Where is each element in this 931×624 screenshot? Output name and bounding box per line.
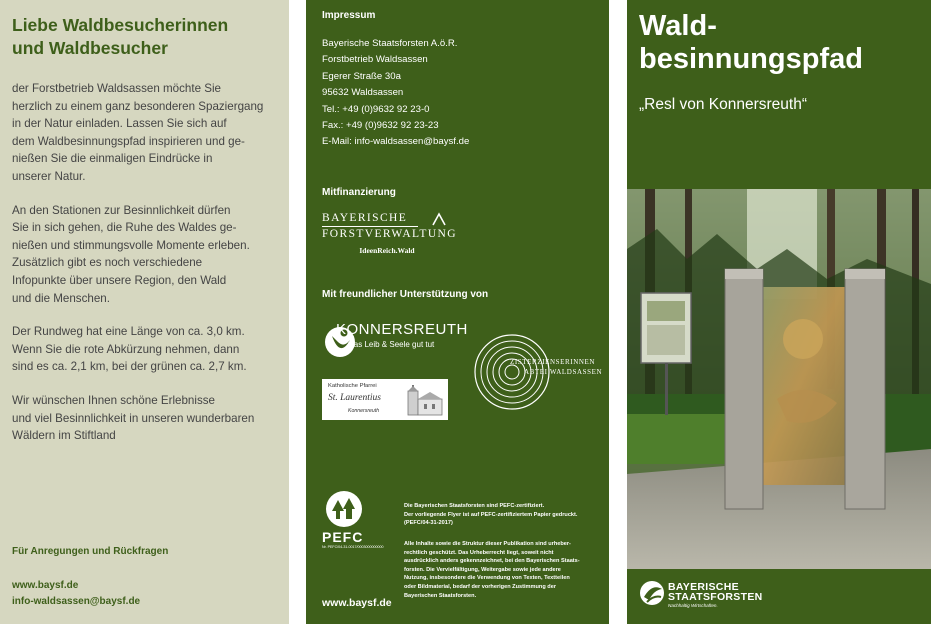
bfv-divider [322, 226, 418, 227]
impressum-line: Tel.: +49 (0)9632 92 23-0 [322, 103, 430, 115]
church-icon [398, 383, 444, 417]
pefc-certification-text: Die Bayerischen Staatsforsten sind PEFC-zertifiziert. Der vorliegende Flyer ist auf PEFC-zertifiziertem Papier gedruckt. (PEFC/04-31-2017) [404, 503, 578, 527]
contact-email-link[interactable]: info-waldsassen@baysf.de [12, 596, 141, 607]
forest-station-photo [627, 189, 931, 569]
pefc-trees-icon [322, 489, 366, 529]
greeting-panel [0, 0, 289, 624]
konnersreuth-logo [322, 318, 468, 368]
pefc-number: Nr. PEFC/04-31-0017/0003000000000 [322, 545, 384, 549]
konnersreuth-slogan: was Leib & Seele gut tut [348, 340, 435, 349]
konnersreuth-name: KONNERSREUTH [336, 321, 468, 338]
contact-website-link[interactable]: www.baysf.de [12, 580, 79, 591]
cover-panel [627, 0, 931, 624]
route-length-paragraph: Der Rundweg hat eine Länge von ca. 3,0 km. Wenn Sie die rote Abkürzung nehmen, dann sind es ca. 2,1 km, bei der grünen ca. 2,7 km. [12, 325, 247, 374]
contact-block [12, 578, 140, 610]
greeting-heading-line1: Liebe Waldbesucherinnen [12, 15, 229, 35]
contact-title: Für Anregungen und Rückfragen [12, 546, 169, 557]
pfarrei-line1: Katholische Pfarrei [328, 383, 377, 389]
pfarrei-st-laurentius-logo [322, 379, 448, 420]
cover-title [639, 10, 863, 76]
bfv-line1: BAYERISCHE [322, 212, 408, 224]
cofinancing-title: Mitfinanzierung [322, 187, 396, 198]
impressum-line: 95632 Waldsassen [322, 87, 404, 99]
stations-paragraph: An den Stationen zur Besinnlichkeit dürfen Sie in sich gehen, die Ruhe des Waldes ge- nießen und stimmungsvolle Momente erleben. Zusätzlich gibt es noch verschiedene Infopunkte über unsere Region, den Wald und die Menschen. [12, 203, 250, 305]
pefc-name: PEFC [322, 529, 364, 545]
cover-title-line2: besinnungspfad [639, 43, 863, 75]
greeting-heading-line2: und Waldbesucher [12, 38, 168, 58]
impressum-line: Egerer Straße 30a [322, 70, 401, 82]
bayerische-staatsforsten-logo [639, 578, 769, 608]
impressum-email[interactable]: E-Mail: info-waldsassen@baysf.de [322, 136, 470, 148]
cover-title-line1: Wald- [639, 10, 717, 42]
bfv-line2: FORSTVERWALTUNG [322, 228, 457, 240]
zisterzienserinnen-line2: ABTEI WALDSASSEN [524, 368, 603, 376]
impressum-address [322, 36, 593, 151]
copyright-text: Alle Inhalte sowie die Struktur dieser Publikation sind urheber- rechtlich geschützt. Das Urheberrecht liegt, soweit nicht ausdrücklich anders gekennzeichnet, bei den Bayerischen Staats- forsten. Die Vervielfältigung, Weitergabe sowie jede andere Nutzung, insbesondere die Verwendung von Texten, Textteilen oder Bildmaterial, bedarf der vorherigen Zustimmung der Bayerischen Staatsforsten. [404, 541, 580, 599]
closing-paragraph: Wir wünschen Ihnen schöne Erlebnisse und viel Besinnlichkeit in unseren wunderbaren Wäldern im Stiftland [12, 393, 255, 443]
staatsforsten-slogan: Nachhaltig Wirtschaften. [668, 603, 718, 608]
pefc-logo [322, 489, 382, 553]
intro-paragraph: der Forstbetrieb Waldsassen möchte Sie herzlich zu einem ganz besonderen Spaziergang in der Natur einladen. Lassen Sie sich auf dem Waldbesinnungspfad inspirieren und ge- nießen Sie die einmaligen Eindrücke in unserer Natur. [12, 82, 264, 183]
greeting-heading [12, 14, 277, 60]
impressum-line: Fax.: +49 (0)9632 92 23-23 [322, 120, 439, 132]
forstverwaltung-triangle-icon [432, 212, 446, 226]
zisterzienserinnen-line1: ZISTERZIENSERINNEN [510, 358, 596, 366]
zisterzienserinnen-abtei-logo [472, 332, 603, 412]
bayerische-forstverwaltung-logo [322, 212, 457, 262]
staatsforsten-line2: STAATSFORSTEN [668, 591, 763, 603]
staatsforsten-emblem-icon [639, 578, 665, 608]
pfarrei-line2: St. Laurentius [328, 393, 381, 403]
staatsforsten-line1: BAYERISCHE [668, 581, 739, 593]
support-title: Mit freundlicher Unterstützung von [322, 289, 489, 300]
imprint-panel [306, 0, 609, 624]
bfv-slogan: IdeenReich.Wald [359, 246, 415, 255]
impressum-title: Impressum [322, 10, 376, 21]
pfarrei-line3: Konnersreuth [348, 408, 380, 414]
cover-subtitle: „Resl von Konnersreuth“ [639, 96, 807, 113]
impressum-line: Forstbetrieb Waldsassen [322, 54, 428, 66]
impressum-line: Bayerische Staatsforsten A.ö.R. [322, 38, 458, 49]
baysf-website-link[interactable]: www.baysf.de [322, 597, 392, 609]
